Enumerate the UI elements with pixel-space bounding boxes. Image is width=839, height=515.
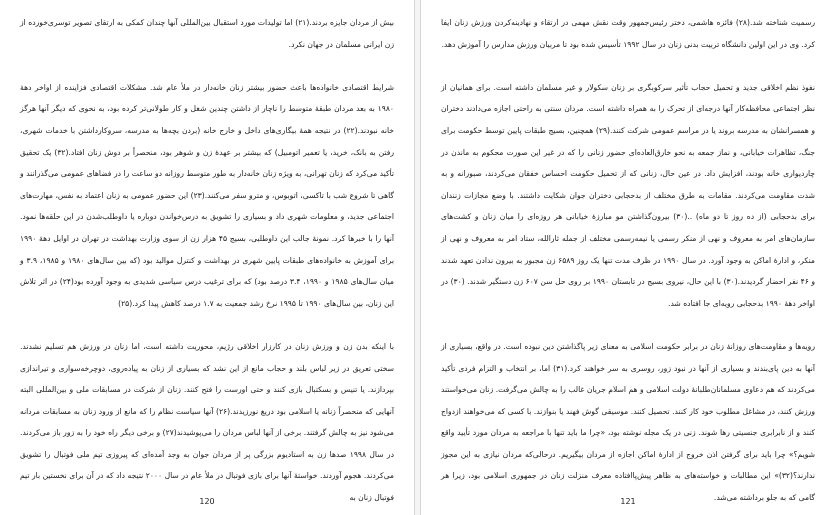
left-page — [0, 0, 414, 515]
page-number: 121 — [620, 497, 636, 506]
paragraph: رویه‌ها و مقاومت‌های روزانۀ زنان در برابر حکومت اسلامی به معنای زیر پاگذاشتن دین نبوده است. در واقع، بسیاری از آنها به دین پای‌بندند و بسیاری از آنها در نبود زور، روسری به سر خواهند کرد.(۳۱) اما، بر انتخاب و التزام فردی تأکید می‌کردند که هم دعاوی مسلمانان‌طلبانۀ دولت اسلامی و هم اسلام جریان غالب را به چالش می‌گرفت. زنان می‌خواستند ورزش کنند، در مشاغل مطلوب خود کار کنند. تحصیل کنند. موسیقی گوش فهند یا بنوازند. با کسی که می‌خواهند ازدواج کنند و از نابرابری جنسیتی رها شوند. زنی در یک مجله نوشته بود، «چرا ما باید تنها با مراجعه به مردان مورد تأیید واقع شویم؟» چرا باید برای گرفتن اذن خروج از ادارۀ اماکن اجازه از مردان بیگیریم. درحالی‌که مردان نیازی به این مجوز ندارند؟(۳۲)» این مطالبات و خواسته‌های به ظاهر پیش‌پاافتاده معرف منزلت زنان در جمهوری اسلامی بود، زیرا هر گامی که به جلو برداشته می‌شد. — [441, 341, 815, 503]
paragraph: نفوذ نظم اخلاقی جدید و تحمیل حجاب تأثیر سرکوبگری بر زنان سکولار و غیر مسلمان داشته است. برای همانیان از نظر اجتماعی محافظه‌کار آنها درجه‌ای از تحرک را به همراه داشته است. مردان سنتی به راحتی اجازه می‌دادند دختران و همسرانشان به مدرسه بروند یا در مراسم عمومی شرکت کنند.(۲۹) همچنین، بسیج طبقات پایین توسط حکومت برای جنگ، تظاهرات خیابانی، و نماز جمعه به نحو خارق‌العاده‌ای حضور زنانی را که در غیر این صورت محکوم به ماندن در چاردیواری خانه بودند، افزایش داد. در عین حال، زنانی که از تحمیل حکومت احساس خفقان می‌کردند، صبورانه و به شدت مقاومت می‌کردند. مقامات به طرق مختلف از بدحجابی دختران جوان شکایت داشتند. با وضع مجازات زنندان برای بدحجابی (از ده روز تا دو ماه) ..(۳۰) بیرون‌گذاشتن مو مبارزۀ خیابانی هر روزه‌ای را میان زنان و کشت‌های سازمان‌های امر به معروف و نهی از منکر رسمی یا نیمه‌رسمی مختلف از جمله ثارالله، ستاد امر به معروف و نهی از منکر، و ادارۀ اماکن به وجود آورد. در سال ۱۹۹۰ در ظرف مدت تنها یک روز ۶۵۸۹ زن مجبور به بیرون‌ ندادن تعهد شدند و ۴۶ نفر احضار گردیدند.(۳۰) با این حال، نیروی بسیج در تابستان ۱۹۹۰ بر روی حل سن ۶۰۷ زن دستگیر شدند. (۳۰) در اواخر دهۀ ۱۹۹۰ بدحجابی رویه‌ای جا افتاده شد. — [441, 82, 815, 308]
paragraph: رسمیت شناخته شد.(۲۸) فائزه هاشمی، دختر رئیس‌جمهور وقت نقش مهمی در ارتقاء و نهادینه‌کردن ورزش زنان ایفا کرد. وی در این اولین دانشگاه تربیت بدنی زنان در سال ۱۹۹۲ تأسیس شده بود تا مربیان ورزش مدارس را آموزش دهد. — [441, 18, 815, 49]
paragraph: شرایط اقتصادی خانواده‌ها باعث حضور بیشتر زنان خانه‌دار در ملأ عام شد. مشکلات اقتصادی فزاینده از اواخر دهۀ ۱۹۸۰ به بعد مردان طبقۀ متوسط را ناچار از داشتن چندین شغل و کار طولانی‌تر کرده بود، به نحوی که دیگر آنها هرگز خانه نبودند.(۲۲) در نتیجه همۀ بیگاری‌های داخل و خارج خانه (بردن بچه‌ها به مدرسه، سروکارداشتن با خدمات شهری، رفتن به بانک، خرید، یا تعمیر اتومبیل) که بیشتر بر عهدۀ زن و شوهر بود، منحصراً بر دوش زنان افتاد.(۳۲) یک تحقیق تأکید می‌کرد که زنان تهرانی، به ویژه زنان خانه‌دار به طور متوسط روزانه دو ساعت را در فضاهای عمومی می‌گذرانند و گاهی تا شروع شب با تاکسی، اتوبوس، و مترو سفر می‌کنند.(۲۳) این حضور عمومی به زنان اعتماد به نفس، مهارت‌های اجتماعی جدید، و معلومات شهری داد و بسیاری را تشویق به درس‌خواندن دوباره یا داوطلب‌شدن در این حلقه‌ها نمود. آنها را با خبرها کرد. نمونۀ جالب این داوطلبی، بسیج ۴۵ هزار زن از سوی وزارت بهداشت در تهران در اوایل دهۀ ۱۹۹۰ برای آموزش به خانواده‌های طبقات پایین شهری در بهداشت و کنترل موالید بود (که بین سال‌های ۱۹۸۰ و ۱۹۸۵، ۳.۹ و میان سال‌های ۱۹۸۵ و ۱۹۹۰، ۳.۴ درصد بود) که برای ترغیب درس سیاسی شدیدی به وجود آورده بود(۲۴) در اثر تلاش این زنان، بین سال‌های ۱۹۹۰ تا ۱۹۹۵ نرخ رشد جمعیت به ۱.۷ درصد کاهش پیدا کرد.(۲۵) — [20, 82, 395, 308]
book-gutter — [414, 0, 421, 515]
right-page-text — [441, 12, 815, 509]
page-number: 120 — [199, 497, 215, 506]
paragraph: با اینکه بدن زن و ورزش زنان در کارزار اخلاقی رژیم، محوریت داشته است، اما زنان در ورزش هم تسلیم نشدند. سختی تعریق در زیر لباس بلند و حجاب مانع از این نشد که بسیاری از زنان به پیاده‌روی، دوچرخه‌سواری و تیراندازی بپردازند. یا تنیس و بسکتبال بازی کنند و حتی اورست را فتح کنند. زنان از شرکت در مسابقات ملی و بین‌المللی البته آنهایی که منحصراً زنانه یا اسلامی بود دریغ نورزیدند.(۲۶) آنها سیاست نظام را که مانع از ورود زنان به مسابقات مردانه می‌شود نیز به چالش گرفتند. برخی از آنها لباس مردان را می‌پوشیدند(۲۷) و برخی دیگر راه خود را به زور باز می‌کردند. در سال ۱۹۹۸ صدها زن به استادیوم بزرگی پر از مردان جوان به وجد آمده‌ای که پیروزی تیم ملی فوتبال را تشویق می‌کردند. هجوم آوردند. خواستۀ آنها برای بازی فوتبال در ملأ عام در سال ۲۰۰۰ نتیجه داد که در آن برای نخستین بار تیم فوتبال زنان به — [20, 341, 394, 503]
left-page-text — [20, 12, 394, 509]
right-page — [421, 0, 835, 515]
paragraph: بیش از مردان جایزه بردند.(۲۱) اما تولیدات مورد استقبال بین‌المللی آنها چندان کمکی به ارتقای تصویر توسری‌خورده از زن ایرانی مسلمان در جهان نکرد. — [20, 18, 395, 49]
